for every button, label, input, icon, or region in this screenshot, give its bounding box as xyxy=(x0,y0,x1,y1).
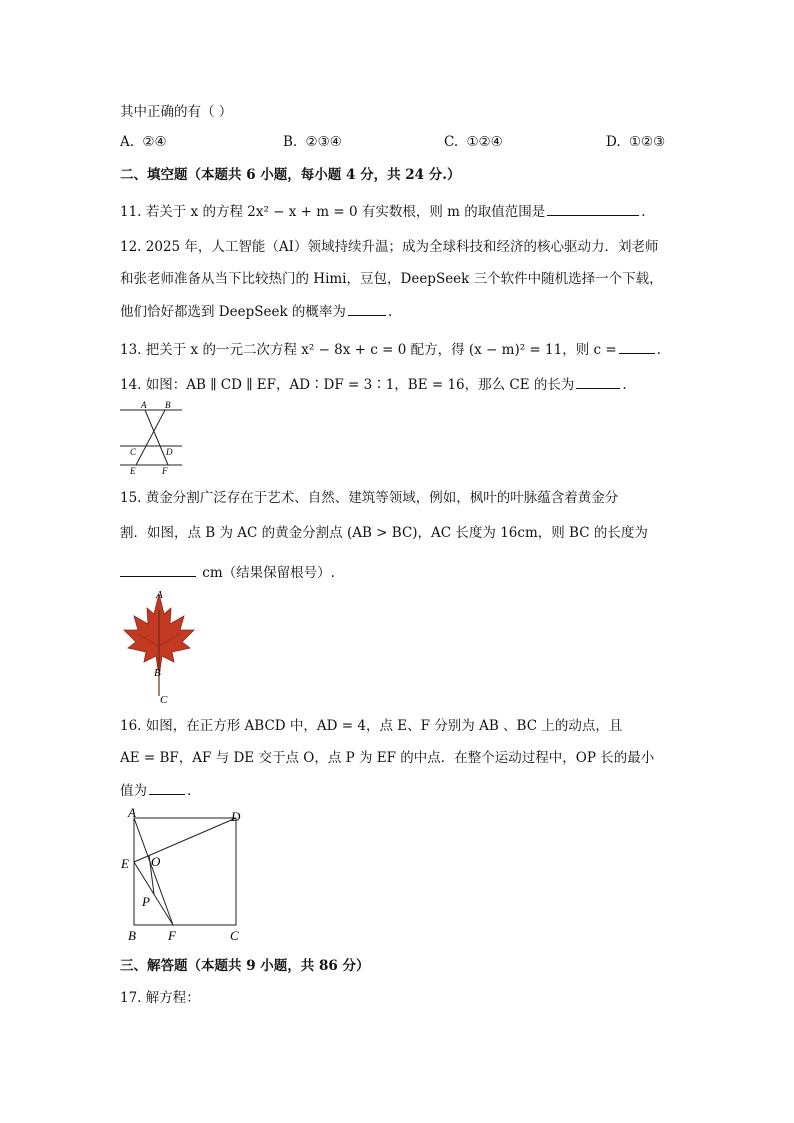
section-title: 二、填空题（本题共 6 小题，每小题 4 分，共 24 分.） xyxy=(120,167,461,183)
parallel-lines-figure xyxy=(118,398,188,476)
question-12-line1: 12. 2025 年，人工智能（AI）领域持续升温；成为全球科技和经济的核心驱动力．刘老师 xyxy=(120,239,659,255)
question-text: 他们恰好都选到 DeepSeek 的概率为 xyxy=(120,304,346,320)
option-text: ①②③ xyxy=(628,134,666,150)
question-15-line2: 割．如图，点 B 为 AC 的黄金分割点 (AB > BC)，AC 长度为 16cm，则 BC 的长度为 xyxy=(120,525,648,541)
question-15-line3 xyxy=(120,562,335,582)
question-14: 14. 如图：AB ∥ CD ∥ EF，AD∶DF = 3∶1，BE = 16，那么 CE 的长为 . xyxy=(120,374,627,394)
label-a: A xyxy=(141,400,147,410)
question-text: 11. 若关于 x 的方程 2x² − x + m = 0 有实数根，则 m 的取值范围是 xyxy=(120,204,546,220)
question-text: 14. 如图：AB ∥ CD ∥ EF，AD∶DF = 3∶1，BE = 16，那么 CE 的长为 xyxy=(120,377,575,393)
option-c xyxy=(444,134,503,150)
label-b: B xyxy=(154,667,161,679)
label-b: B xyxy=(165,400,171,410)
label-p: P xyxy=(142,894,150,909)
answer-blank[interactable] xyxy=(619,339,655,354)
label-a: A xyxy=(156,589,163,601)
question-16-line3: 值为 . xyxy=(120,780,191,800)
label-c: C xyxy=(160,694,168,706)
option-text: ②③④ xyxy=(305,134,342,150)
question-text: 13. 把关于 x 的一元二次方程 x² − 8x + c = 0 配方，得 (x − m)² = 11，则 c = xyxy=(120,342,617,358)
section-title: 三、解答题（本题共 9 小题，共 86 分） xyxy=(120,958,370,974)
answer-blank[interactable] xyxy=(547,201,639,216)
answer-blank[interactable] xyxy=(348,301,386,316)
question-16-line1: 16. 如图，在正方形 ABCD 中，AD = 4，点 E、F 分别为 AB 、BC 上的动点，且 xyxy=(120,718,623,734)
label-d: D xyxy=(231,809,241,824)
square-figure xyxy=(116,806,248,944)
question-15-line1: 15. 黄金分割广泛存在于艺术、自然、建筑等领域，例如，枫叶的叶脉蕴含着黄金分 xyxy=(120,490,619,506)
transversal-be xyxy=(136,410,165,465)
question-12-line3: 他们恰好都选到 DeepSeek 的概率为 . xyxy=(120,301,392,321)
option-a xyxy=(120,134,167,150)
label-c: C xyxy=(130,447,137,457)
option-d xyxy=(606,134,665,150)
question-text: cm（结果保留根号）. xyxy=(202,565,335,581)
question-11: 11. 若关于 x 的方程 2x² − x + m = 0 有实数根，则 m 的取值范围是 . xyxy=(120,201,646,221)
option-letter: B. xyxy=(283,134,298,150)
label-o: O xyxy=(151,854,161,869)
label-a: A xyxy=(128,806,136,820)
question-17: 17. 解方程： xyxy=(120,990,200,1006)
label-b: B xyxy=(128,928,136,943)
answer-blank[interactable] xyxy=(149,780,185,795)
maple-leaf-figure xyxy=(118,586,200,706)
answer-blank[interactable] xyxy=(120,562,196,577)
label-c: C xyxy=(230,928,239,943)
option-b xyxy=(283,134,342,150)
option-letter: D. xyxy=(606,134,621,150)
label-e: E xyxy=(130,466,136,476)
transversal-ad xyxy=(145,410,168,465)
label-f: F xyxy=(162,466,168,476)
answer-blank[interactable] xyxy=(576,374,620,389)
option-letter: A. xyxy=(120,134,135,150)
question-16-line2: AE = BF，AF 与 DE 交于点 O，点 P 为 EF 的中点．在整个运动过程中，OP 长的最小 xyxy=(120,750,655,766)
label-d: D xyxy=(166,447,173,457)
option-letter: C. xyxy=(444,134,459,150)
label-e: E xyxy=(121,856,129,871)
question-13: 13. 把关于 x 的一元二次方程 x² − 8x + c = 0 配方，得 (x − m)² = 11，则 c = . xyxy=(120,339,661,359)
question-stem: 其中正确的有（ ） xyxy=(120,104,233,120)
option-text: ①②④ xyxy=(466,134,503,150)
question-text: 值为 xyxy=(120,783,147,799)
question-12-line2: 和张老师准备从当下比较热门的 Himi，豆包，DeepSeek 三个软件中随机选择一个下载， xyxy=(120,271,663,287)
label-f: F xyxy=(168,928,176,943)
option-text: ②④ xyxy=(142,134,167,150)
